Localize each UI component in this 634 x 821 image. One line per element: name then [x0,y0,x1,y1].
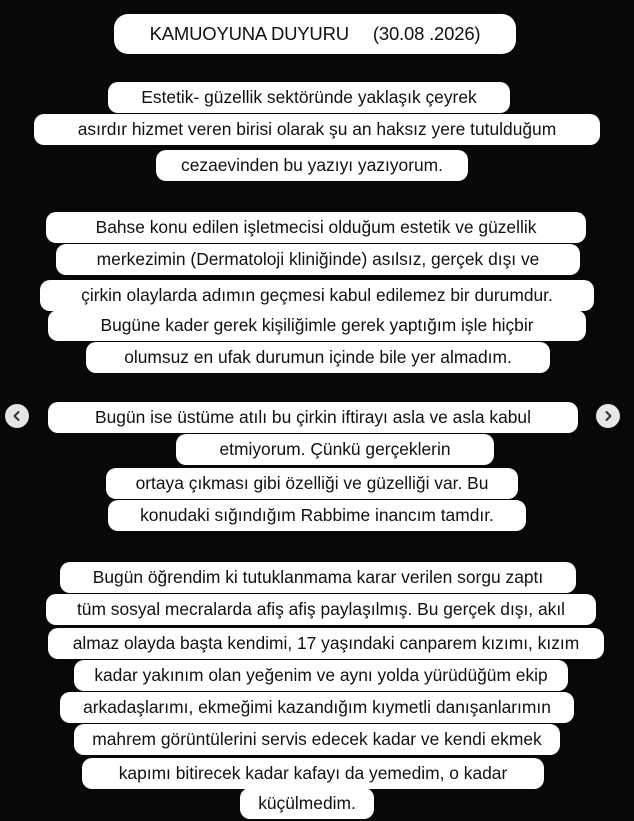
paragraph-line: arkadaşlarımı, ekmeğimi kazandığım kıymetli danışanlarımın [60,692,574,723]
previous-story-button[interactable] [5,404,29,428]
paragraph-line: cezaevinden bu yazıyı yazıyorum. [156,150,468,181]
paragraph-line: kapımı bitirecek kadar kafayı da yemedim, o kadar [82,758,544,789]
paragraph-line: konudaki sığındığım Rabbime inancım tamdır. [108,500,526,531]
announcement-date: (30.08 .2026) [372,23,481,44]
paragraph-line: Bugün ise üstüme atılı bu çirkin iftirayı asla ve asla kabul [48,402,578,433]
chevron-left-icon [11,410,23,422]
paragraph-line: Bugüne kader gerek kişiliğimle gerek yaptığım işle hiçbir [48,310,586,341]
paragraph-line: merkezimin (Dermatoloji kliniğinde) asılsız, gerçek dışı ve [56,244,580,275]
announcement-title: KAMUOYUNA DUYURU [149,23,349,44]
paragraph-line: çirkin olaylarda adımın geçmesi kabul edilemez bir durumdur. [40,280,594,311]
paragraph-line: olumsuz en ufak durumun içinde bile yer almadım. [86,342,550,373]
paragraph-line: tüm sosyal mecralarda afiş afiş paylaşılmış. Bu gerçek dışı, akıl [46,594,596,625]
paragraph-line: Bugün öğrendim ki tutuklanmama karar verilen sorgu zaptı [60,562,576,593]
paragraph-line: almaz olayda başta kendimi, 17 yaşındaki canparem kızımı, kızım [48,628,604,659]
paragraph-line: Estetik- güzellik sektöründe yaklaşık çeyrek [108,82,510,113]
announcement-title-box [114,14,516,54]
paragraph-line: Bahse konu edilen işletmecisi olduğum estetik ve güzellik [46,212,586,243]
paragraph-line: kadar yakınım olan yeğenim ve aynı yolda yürüdüğüm ekip [74,660,568,691]
paragraph-line: küçülmedim. [240,788,374,819]
chevron-right-icon [602,410,614,422]
paragraph-line: ortaya çıkması gibi özelliği ve güzelliği var. Bu [106,468,518,499]
next-story-button[interactable] [596,404,620,428]
paragraph-line: etmiyorum. Çünkü gerçeklerin [176,434,494,465]
paragraph-line: mahrem görüntülerini servis edecek kadar ve kendi ekmek [74,724,560,755]
paragraph-line: asırdır hizmet veren birisi olarak şu an haksız yere tutulduğum [34,114,600,145]
